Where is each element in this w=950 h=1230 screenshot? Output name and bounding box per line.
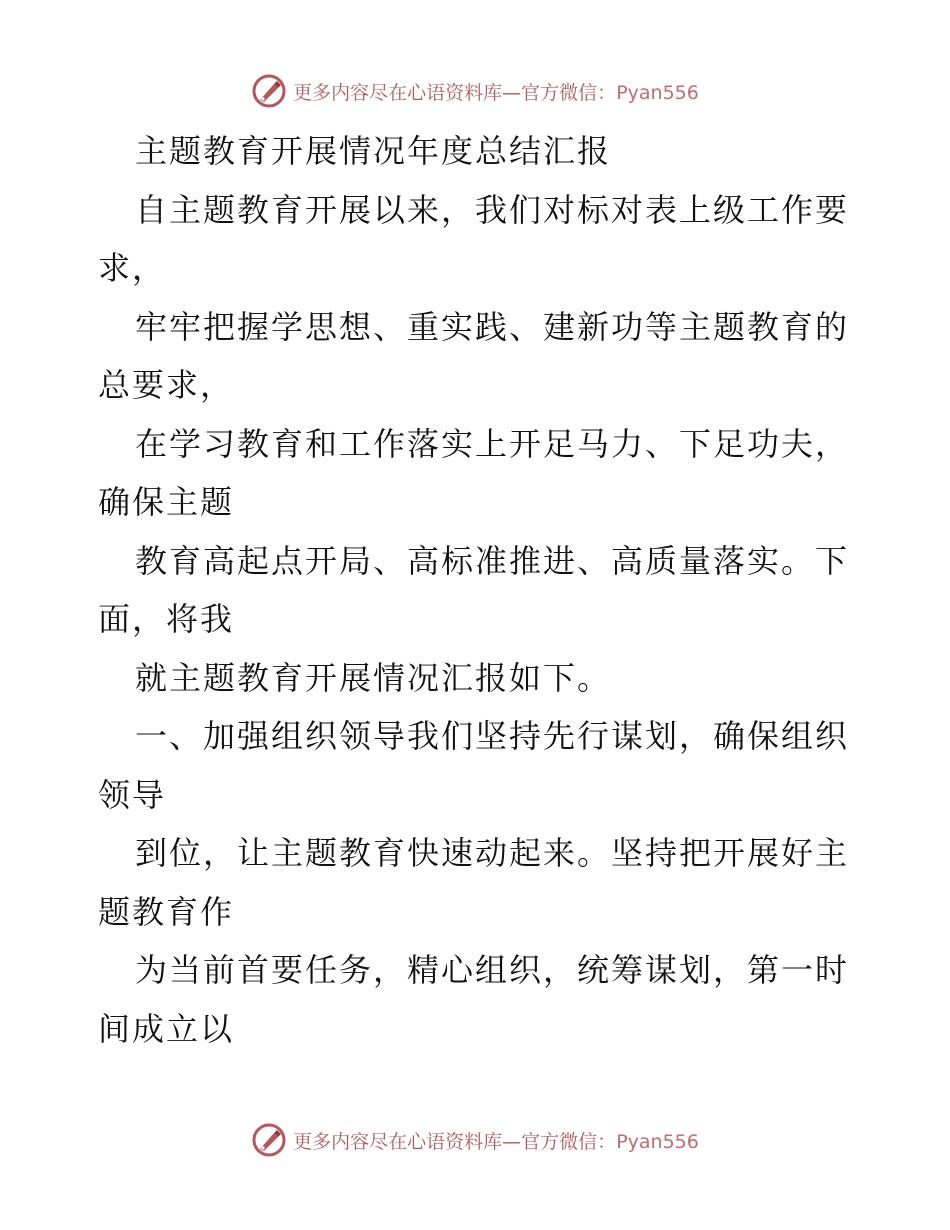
watermark-official: 官方微信： <box>521 81 617 104</box>
pen-seal-icon <box>251 1122 287 1158</box>
watermark-separator: — <box>502 1130 522 1153</box>
paragraph-line: 面，将我 <box>98 600 235 638</box>
paragraph-line: 教育高起点开局、高标准推进、高质量落实。下 <box>135 541 850 580</box>
watermark-official: 官方微信： <box>521 1130 617 1153</box>
footer-watermark <box>0 1120 950 1160</box>
paragraph-line: 间成立以 <box>98 1009 235 1048</box>
watermark-main: 更多内容尽在心语资料库 <box>293 1130 503 1153</box>
header-watermark <box>0 71 950 111</box>
watermark-code: Pyan556 <box>616 81 699 104</box>
paragraph-line: 领导 <box>98 775 167 814</box>
paragraph-line: 题教育作 <box>98 892 235 931</box>
pen-seal-icon <box>251 73 287 109</box>
paragraph-line: 求， <box>98 249 167 287</box>
paragraph-line: 就主题教育开展情况汇报如下。 <box>135 658 612 697</box>
document-title: 主题教育开展情况年度总结汇报 <box>135 132 612 170</box>
paragraph-line: 牢牢把握学思想、重实践、建新功等主题教育的 <box>135 307 850 346</box>
watermark-main: 更多内容尽在心语资料库 <box>293 81 503 104</box>
section-heading-line: 一、加强组织领导我们坚持先行谋划，确保组织 <box>135 717 850 755</box>
paragraph-line: 总要求， <box>98 366 235 404</box>
watermark-code: Pyan556 <box>616 1130 699 1153</box>
paragraph-line: 确保主题 <box>98 483 235 521</box>
watermark-text <box>293 1127 699 1154</box>
paragraph-line: 自主题教育开展以来，我们对标对表上级工作要 <box>135 190 850 229</box>
watermark-separator: — <box>502 81 522 104</box>
paragraph-line: 在学习教育和工作落实上开足马力、下足功夫， <box>135 424 850 463</box>
paragraph-line: 到位，让主题教育快速动起来。坚持把开展好主 <box>135 834 850 872</box>
watermark-text <box>293 78 699 105</box>
paragraph-line: 为当前首要任务，精心组织，统筹谋划，第一时 <box>135 951 850 989</box>
document-body <box>98 122 858 1058</box>
